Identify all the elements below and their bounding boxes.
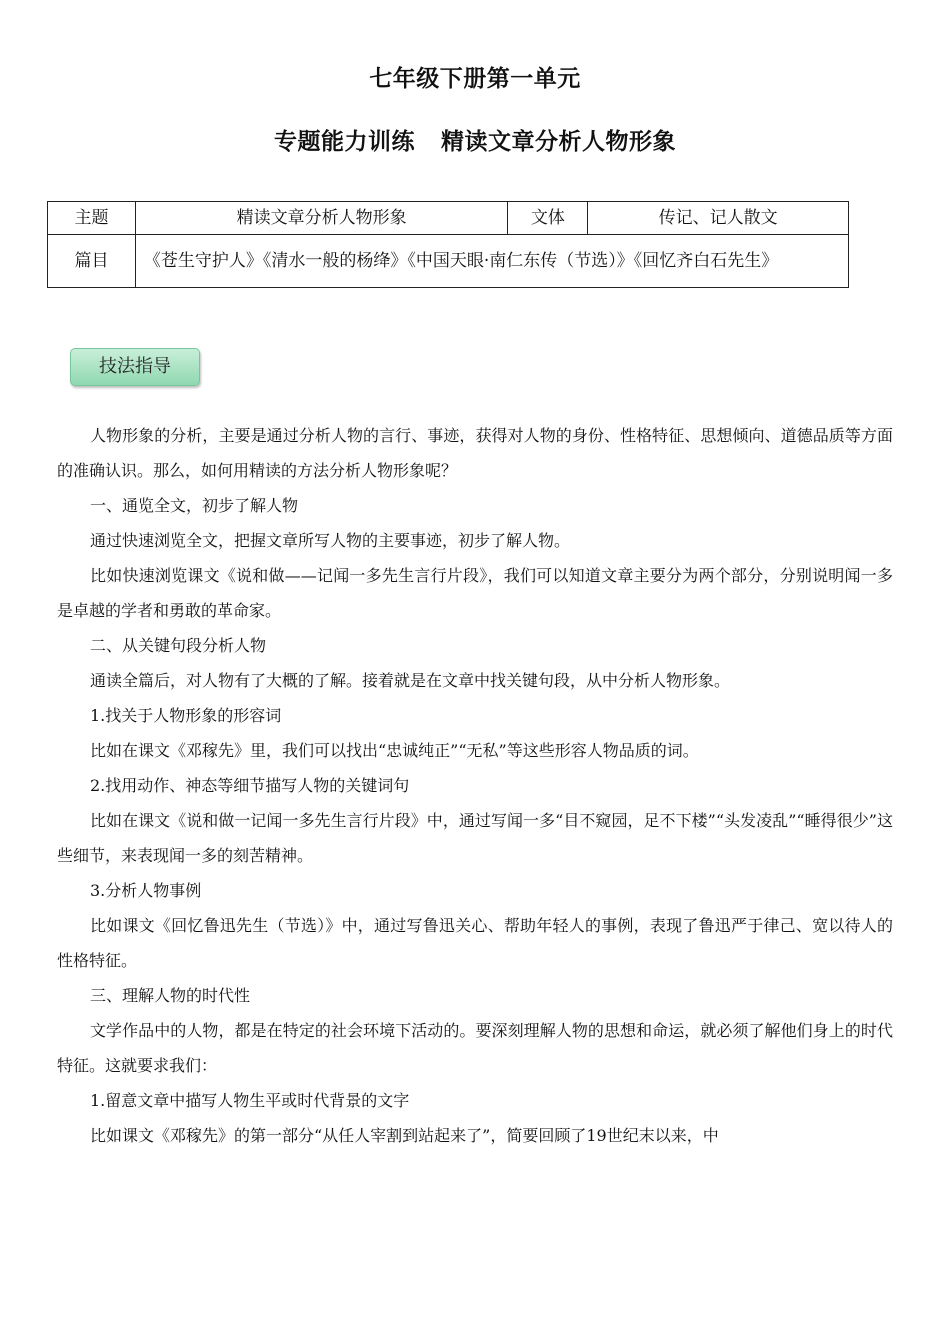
subheading: 1.找关于人物形象的形容词: [90, 706, 282, 725]
body-text: [57, 418, 893, 1153]
paragraph: 比如课文《回忆鲁迅先生（节选）》中，通过写鲁迅关心、帮助年轻人的事例，表现了鲁迅严于律己、宽以待人的性格特征。: [57, 916, 893, 970]
document-subtitle: [0, 123, 950, 156]
info-table: [47, 201, 849, 288]
paragraph: 人物形象的分析，主要是通过分析人物的言行、事迹，获得对人物的身份、性格特征、思想倾向、道德品质等方面的准确认识。那么，如何用精读的方法分析人物形象呢？: [57, 426, 893, 480]
document-title: 七年级下册第一单元: [369, 66, 581, 92]
topic-value: 精读文章分析人物形象: [135, 202, 507, 235]
info-row-articles: [48, 235, 849, 288]
section-tag-technique-guide: 技法指导: [70, 348, 200, 386]
subtitle-part-b: 精读文章分析人物形象: [441, 129, 676, 155]
paragraph: 文学作品中的人物，都是在特定的社会环境下活动的。要深刻理解人物的思想和命运，就必须了解他们身上的时代特征。这就要求我们：: [57, 1021, 893, 1075]
paragraph: 比如快速浏览课文《说和做——记闻一多先生言行片段》，我们可以知道文章主要分为两个部分，分别说明闻一多是卓越的学者和勇敢的革命家。: [57, 566, 893, 620]
genre-label: 文体: [508, 202, 588, 235]
subtitle-part-a: 专题能力训练: [274, 129, 415, 155]
articles-value: 《苍生守护人》《清水一般的杨绛》《中国天眼·南仁东传（节选）》《回忆齐白石先生》: [135, 235, 848, 288]
genre-value: 传记、记人散文: [588, 202, 849, 235]
paragraph: 通过快速浏览全文，把握文章所写人物的主要事迹，初步了解人物。: [90, 531, 571, 550]
subheading: 1.留意文章中描写人物生平或时代背景的文字: [90, 1091, 410, 1110]
subheading: 3.分析人物事例: [90, 881, 202, 900]
paragraph: 比如在课文《邓稼先》里，我们可以找出“忠诚纯正”“无私”等这些形容人物品质的词。: [90, 741, 699, 760]
paragraph: 比如在课文《说和做一记闻一多先生言行片段》中，通过写闻一多“目不窥园，足不下楼”“头发凌乱”“睡得很少”这些细节，来表现闻一多的刻苦精神。: [57, 811, 893, 865]
section-heading: 二、从关键句段分析人物: [90, 636, 267, 655]
section-heading: 一、通览全文，初步了解人物: [90, 496, 299, 515]
subheading: 2.找用动作、神态等细节描写人物的关键词句: [90, 776, 410, 795]
articles-label: 篇目: [48, 235, 136, 288]
info-row-topic: [48, 202, 849, 235]
topic-label: 主题: [48, 202, 136, 235]
section-heading: 三、理解人物的时代性: [90, 986, 251, 1005]
paragraph: 比如课文《邓稼先》的第一部分“从任人宰割到站起来了”，简要回顾了19世纪末以来，中: [90, 1126, 719, 1145]
paragraph: 通读全篇后，对人物有了大概的了解。接着就是在文章中找关键句段，从中分析人物形象。: [90, 671, 731, 690]
